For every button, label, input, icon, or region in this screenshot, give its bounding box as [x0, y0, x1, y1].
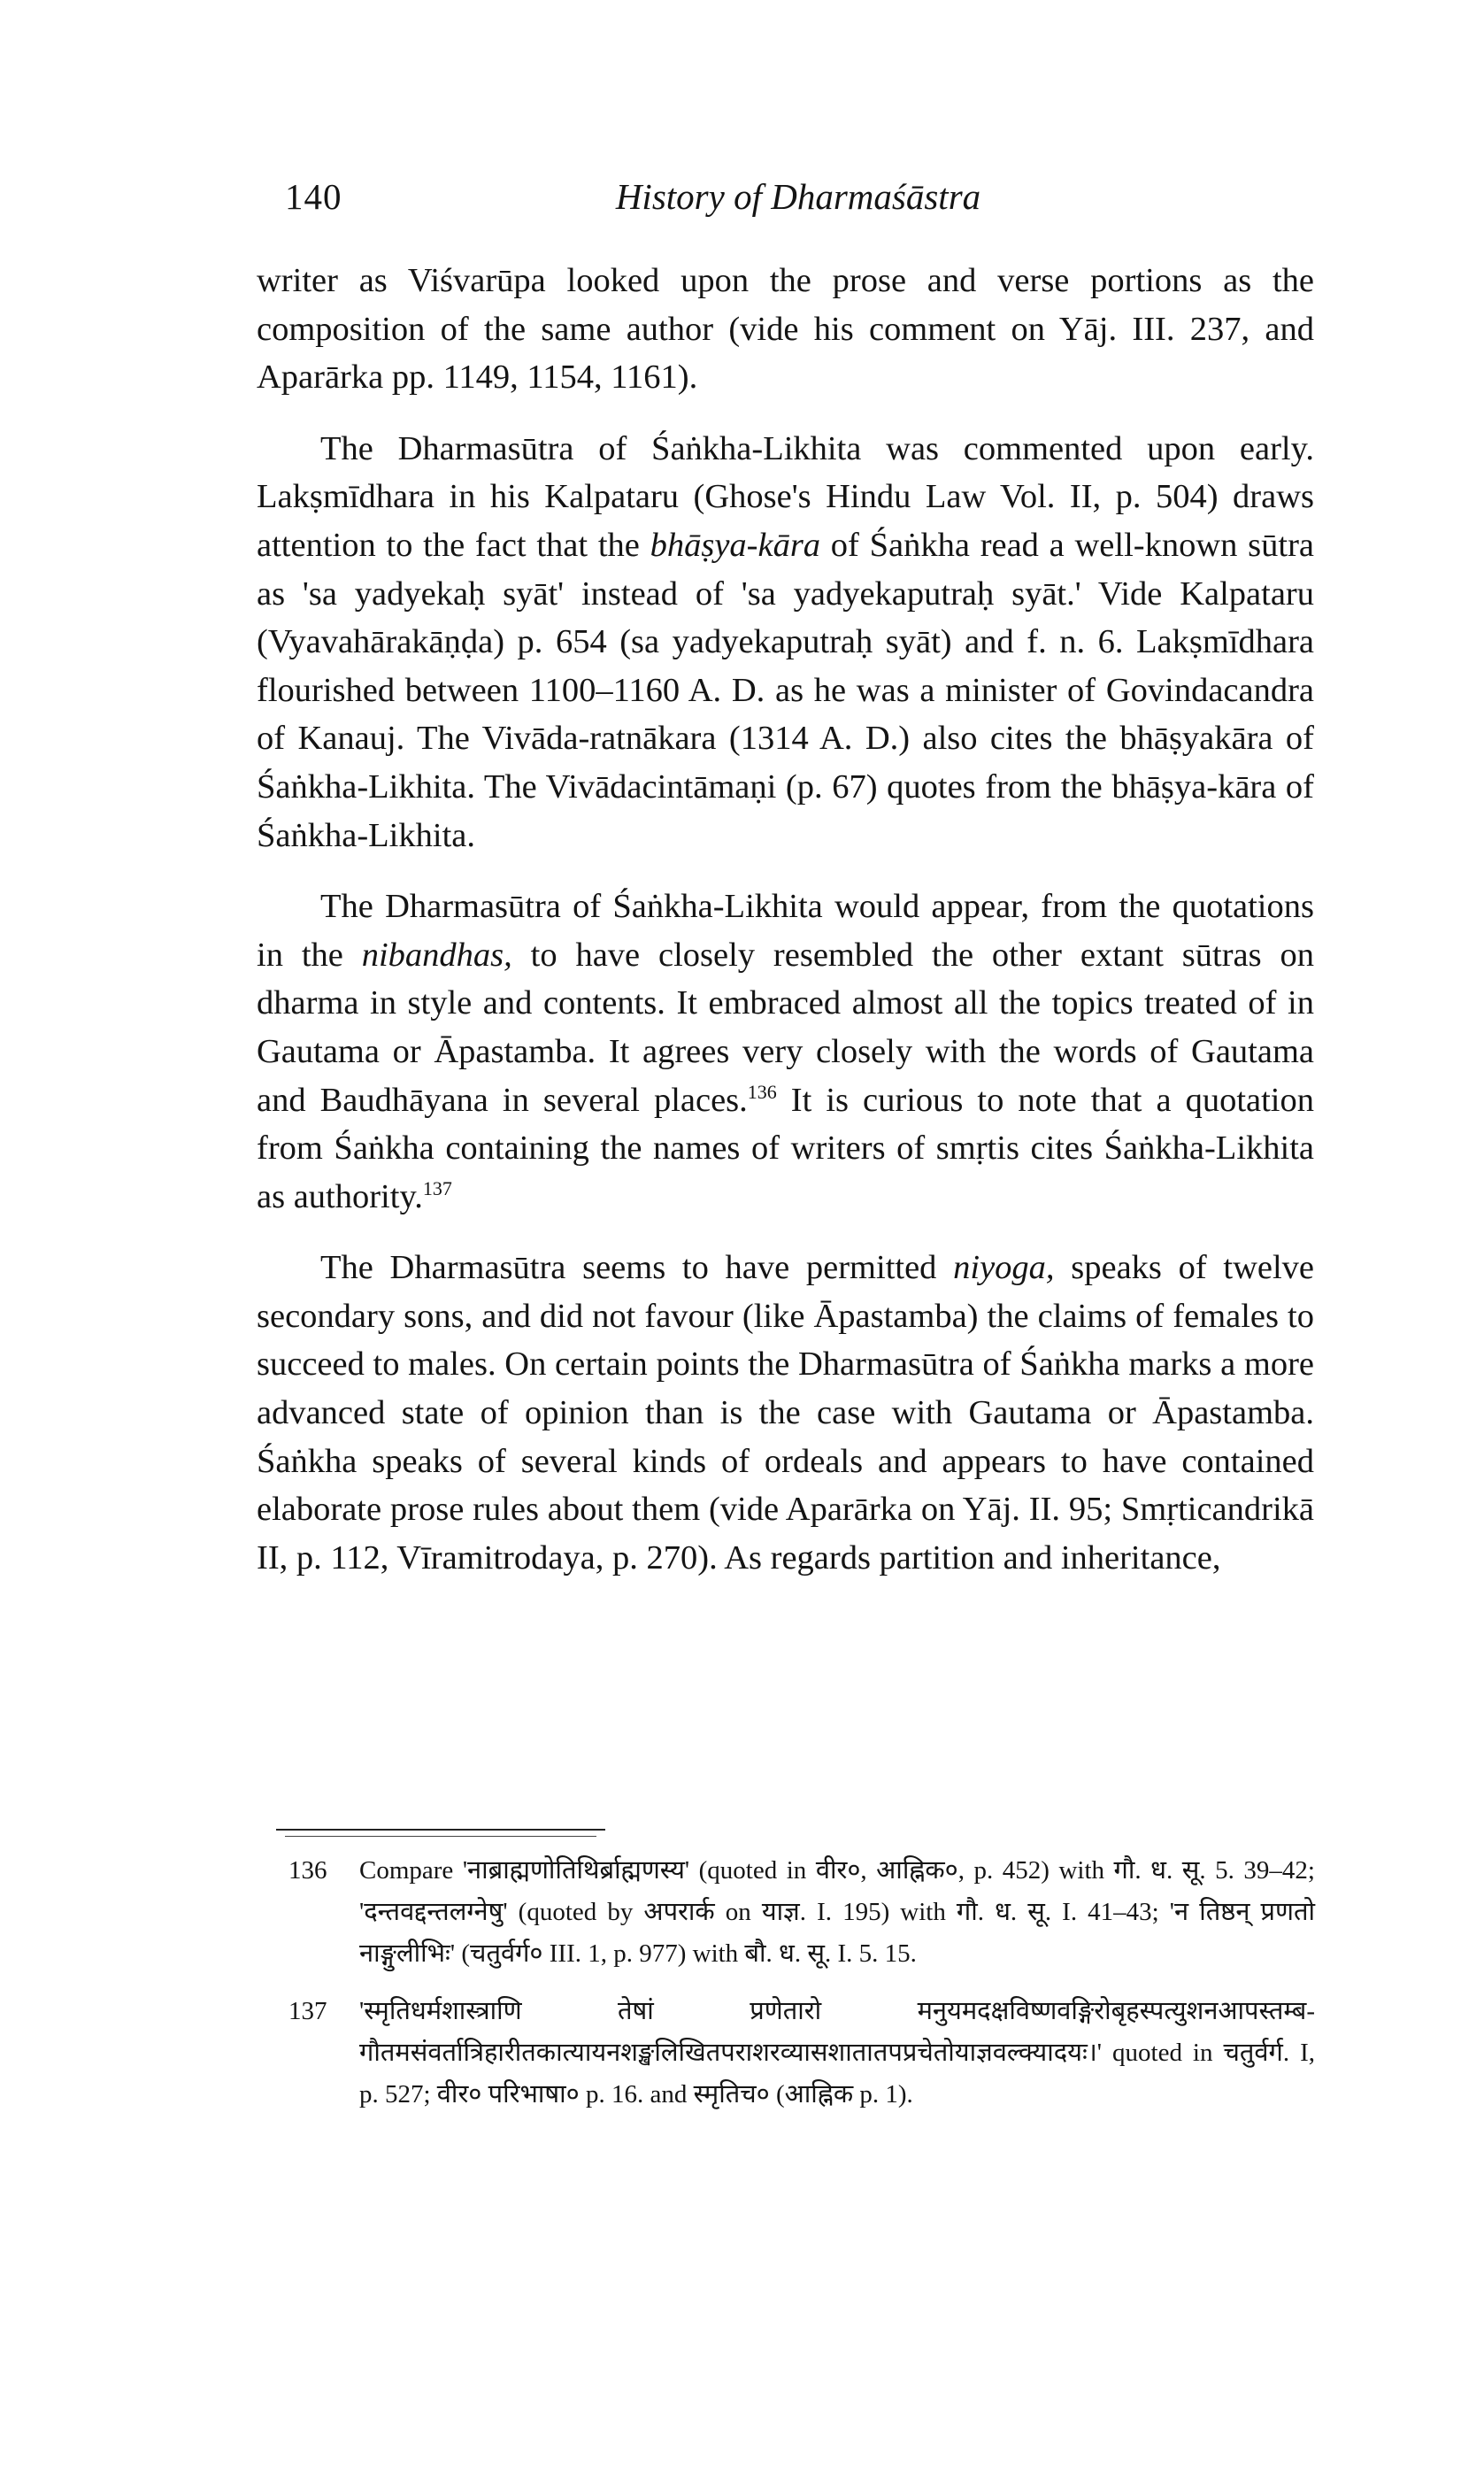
italic-term: bhāṣya-kāra [650, 526, 821, 564]
footnote-137 [288, 1991, 1315, 2116]
footnote-number: 136 [288, 1856, 327, 1885]
footnote-136 [288, 1850, 1315, 1975]
paragraph-4: The Dharmasūtra seems to have permitted niyoga, speaks of twelve secondary sons, and did not favour (like Āpastamba) the claims of females to succeed to males. On certain points the Dharmasūtra of Śaṅkha marks a more advanced state of opinion than is the case with Gautama or Āpastamba. Śaṅkha speaks of several kinds of ordeals and appears to have contained elaborate prose rules about them (vide Aparārka on Yāj. II. 95; Smṛticandrikā II, p. 112, Vīramitrodaya, p. 270). As regards partition and inheritance, [257, 1249, 1314, 1577]
paragraph-3: The Dharmasūtra of Śaṅkha-Likhita would appear, from the quotations in the nibandhas, to have closely resembled the other extant sūtras on dharma in style and contents. It embraced almost all the topics treated of in Gautama or Āpastamba. It agrees very closely with the words of Gautama and Baudhāyana in several places.$^{136}$ It is curious to note that a quotation from Śaṅkha containing the names of writers of smṛtis cites Śaṅkha-Likhita as authority.$^{137}$ [257, 888, 1314, 1215]
italic-term: niyoga, [953, 1249, 1055, 1287]
footnote-ref-137[interactable]: 137 [422, 1176, 452, 1199]
footnote-ref-136[interactable]: 136 [747, 1080, 777, 1103]
page-header [285, 175, 1311, 228]
body-text [257, 257, 1314, 1582]
italic-term: nibandhas, [361, 936, 512, 974]
running-title: History of Dharmaśāstra [615, 176, 981, 217]
paragraph-1: writer as Viśvarūpa looked upon the prose and verse portions as the composition of the same author (vide his comment on Yāj. III. 237, and Aparārka pp. 1149, 1154, 1161). [257, 262, 1314, 397]
footnote-number: 137 [288, 1997, 327, 2025]
footnote-text: 'स्मृतिधर्मशास्त्राणि तेषां प्रणेतारो मनुयमदक्षविष्णवङ्गिरोबृहस्पत्युशनआपस्तम्ब-गौतमसंवर्तात्रिहारीतकात्यायनशङ्खलिखितपराशरव्यासशातातपप्रचेतोयाज्ञवल्क्यादयः।' quoted in चतुर्वर्ग. I, p. 527; वीर० परिभाषा० p. 16. and स्मृतिच० (आह्निक p. 1). [359, 1997, 1315, 2109]
footnote-divider [276, 1829, 605, 1831]
page-number: 140 [285, 176, 342, 217]
footnote-text: Compare 'नाब्राह्मणोतिथिर्ब्राह्मणस्य' (quoted in वीर०, आह्निक०, p. 452) with गौ. ध. सू. 5. 39–42; 'दन्तवद्दन्तलग्नेषु' (quoted by अपरार्क on याज्ञ. I. 195) with गौ. ध. सू. I. 41–43; 'न तिष्ठन् प्रणतो नाङ्गुलीभिः' (चतुर्वर्ग० III. 1, p. 977) with बौ. ध. सू. I. 5. 15. [359, 1856, 1315, 1968]
footnote-divider-inner [285, 1836, 596, 1837]
footnotes [288, 1850, 1315, 2132]
paragraph-2: The Dharmasūtra of Śaṅkha-Likhita was commented upon early. Lakṣmīdhara in his Kalpataru (Ghose's Hindu Law Vol. II, p. 504) draws attention to the fact that the bhāṣya-kāra of Śaṅkha read a well-known sūtra as 'sa yadyekaḥ syāt' instead of 'sa yadyekaputraḥ syāt.' Vide Kalpataru (Vyavahārakāṇḍa) p. 654 (sa yadyekaputraḥ syāt) and f. n. 6. Lakṣmīdhara flourished between 1100–1160 A. D. as he was a minister of Govindacandra of Kanauj. The Vivāda-ratnākara (1314 A. D.) also cites the bhāṣyakāra of Śaṅkha-Likhita. The Vivādacintāmaṇi (p. 67) quotes from the bhāṣya-kāra of Śaṅkha-Likhita. [257, 429, 1314, 854]
